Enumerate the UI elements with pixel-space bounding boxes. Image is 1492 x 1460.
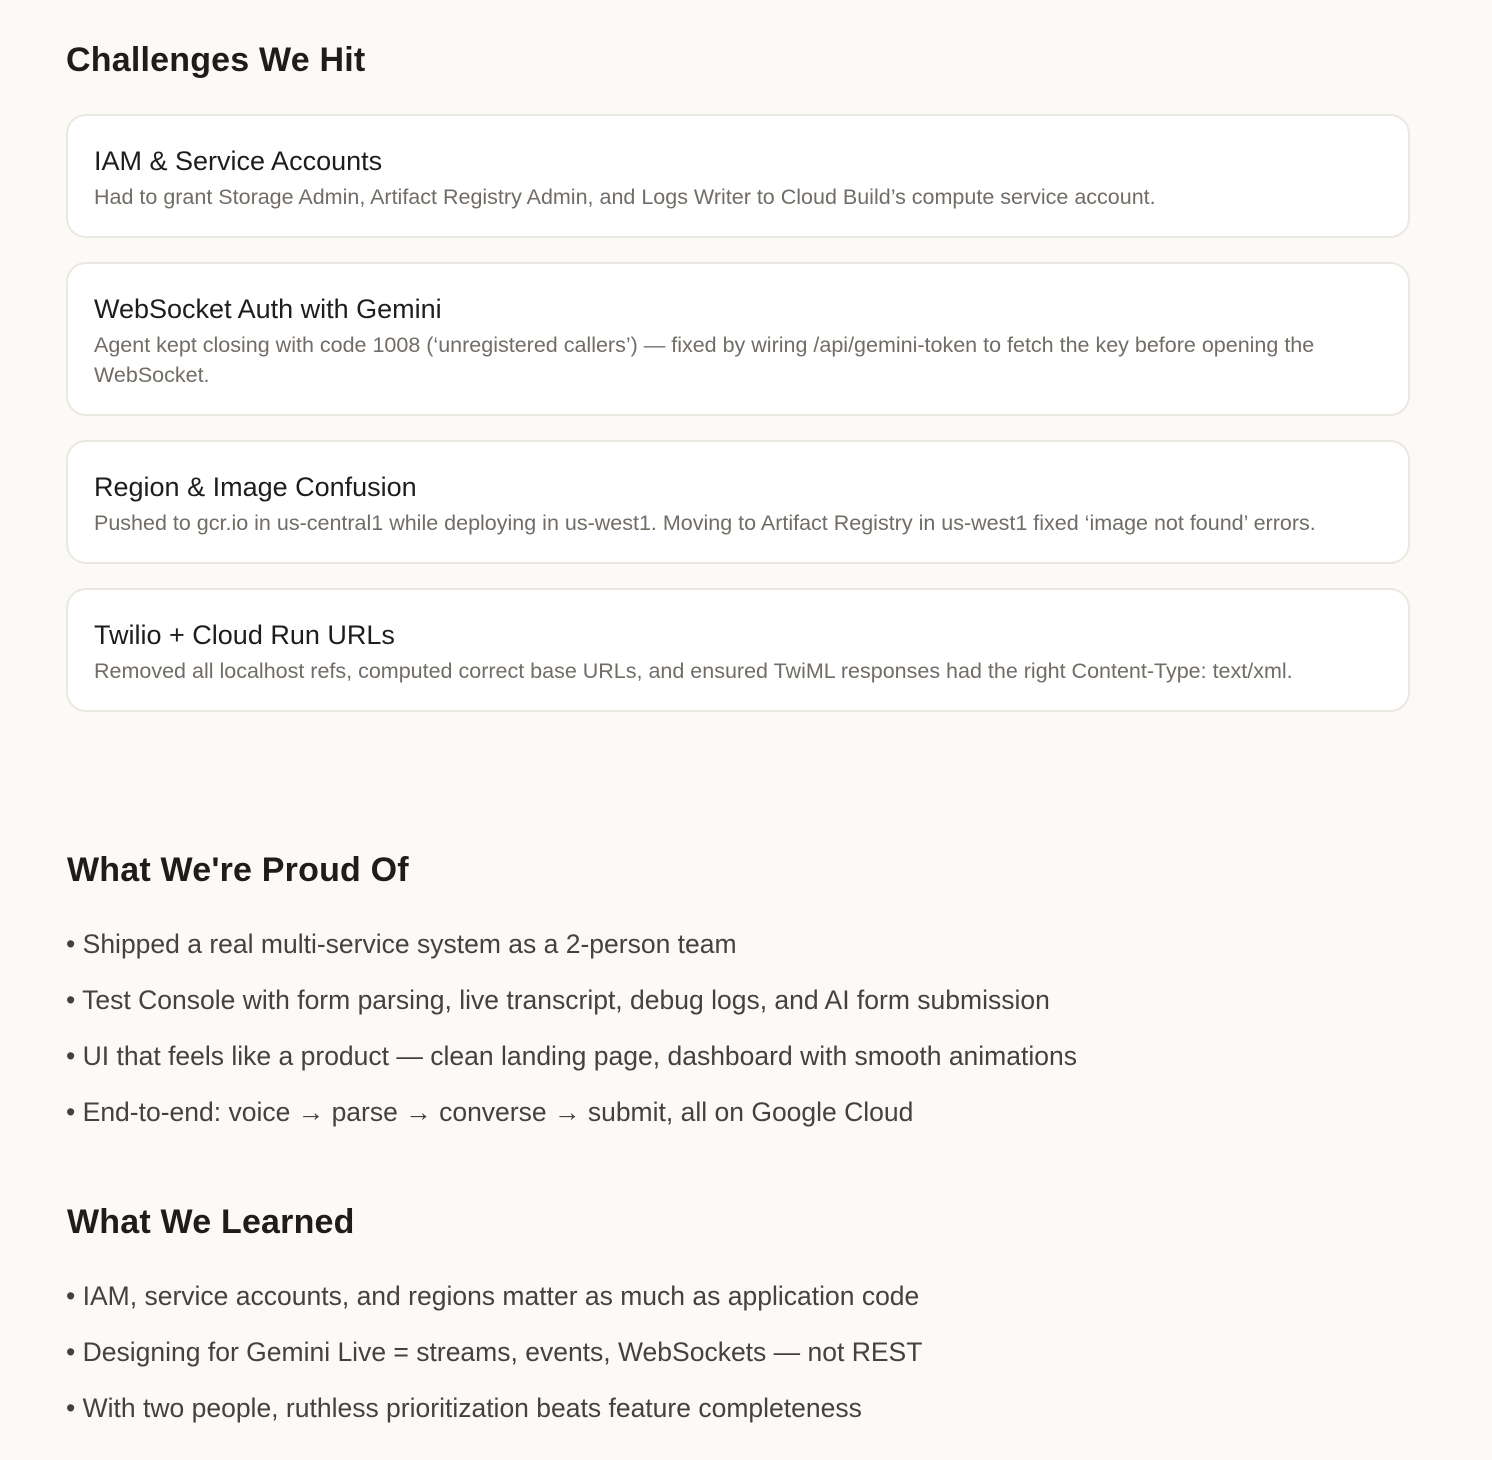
challenge-card-description: Removed all localhost refs, computed correct base URLs, and ensured TwiML responses had the right Content-Type: text/xml. xyxy=(94,659,1293,683)
challenge-card-title: Region & Image Confusion xyxy=(94,472,417,502)
challenge-card-websocket xyxy=(66,262,1410,416)
challenge-card-description: Had to grant Storage Admin, Artifact Registry Admin, and Logs Writer to Cloud Build’s compute service account. xyxy=(94,185,1156,209)
list-item: • Designing for Gemini Live = streams, events, WebSockets — not REST xyxy=(66,1337,923,1367)
proud-heading: What We're Proud Of xyxy=(67,851,409,889)
challenge-card-title: WebSocket Auth with Gemini xyxy=(94,294,442,324)
list-item: • Shipped a real multi-service system as a 2-person team xyxy=(66,929,737,959)
learned-heading: What We Learned xyxy=(67,1203,355,1241)
challenge-card-description: Pushed to gcr.io in us-central1 while deploying in us-west1. Moving to Artifact Registry in us-west1 fixed ‘image not found’ errors. xyxy=(94,511,1316,535)
challenge-card-twilio xyxy=(66,588,1410,712)
challenges-heading: Challenges We Hit xyxy=(66,41,366,79)
challenge-card-title: IAM & Service Accounts xyxy=(94,146,383,176)
list-item: • UI that feels like a product — clean landing page, dashboard with smooth animations xyxy=(66,1041,1077,1071)
learned-list xyxy=(66,1276,922,1444)
list-item: • IAM, service accounts, and regions matter as much as application code xyxy=(66,1281,920,1311)
challenge-card-iam xyxy=(66,114,1410,238)
challenge-card-description: Agent kept closing with code 1008 (‘unregistered callers’) — fixed by wiring /api/gemini-token to fetch the key before opening the WebSocket. xyxy=(94,333,1315,387)
challenges-card-list xyxy=(66,114,1410,736)
list-item: • Test Console with form parsing, live transcript, debug logs, and AI form submission xyxy=(66,985,1050,1015)
list-item: • With two people, ruthless prioritization beats feature completeness xyxy=(66,1393,862,1423)
challenge-card-title: Twilio + Cloud Run URLs xyxy=(94,620,395,650)
challenge-card-region xyxy=(66,440,1410,564)
proud-list xyxy=(66,924,1077,1148)
list-item: • End-to-end: voice → parse → converse → submit, all on Google Cloud xyxy=(66,1097,914,1127)
